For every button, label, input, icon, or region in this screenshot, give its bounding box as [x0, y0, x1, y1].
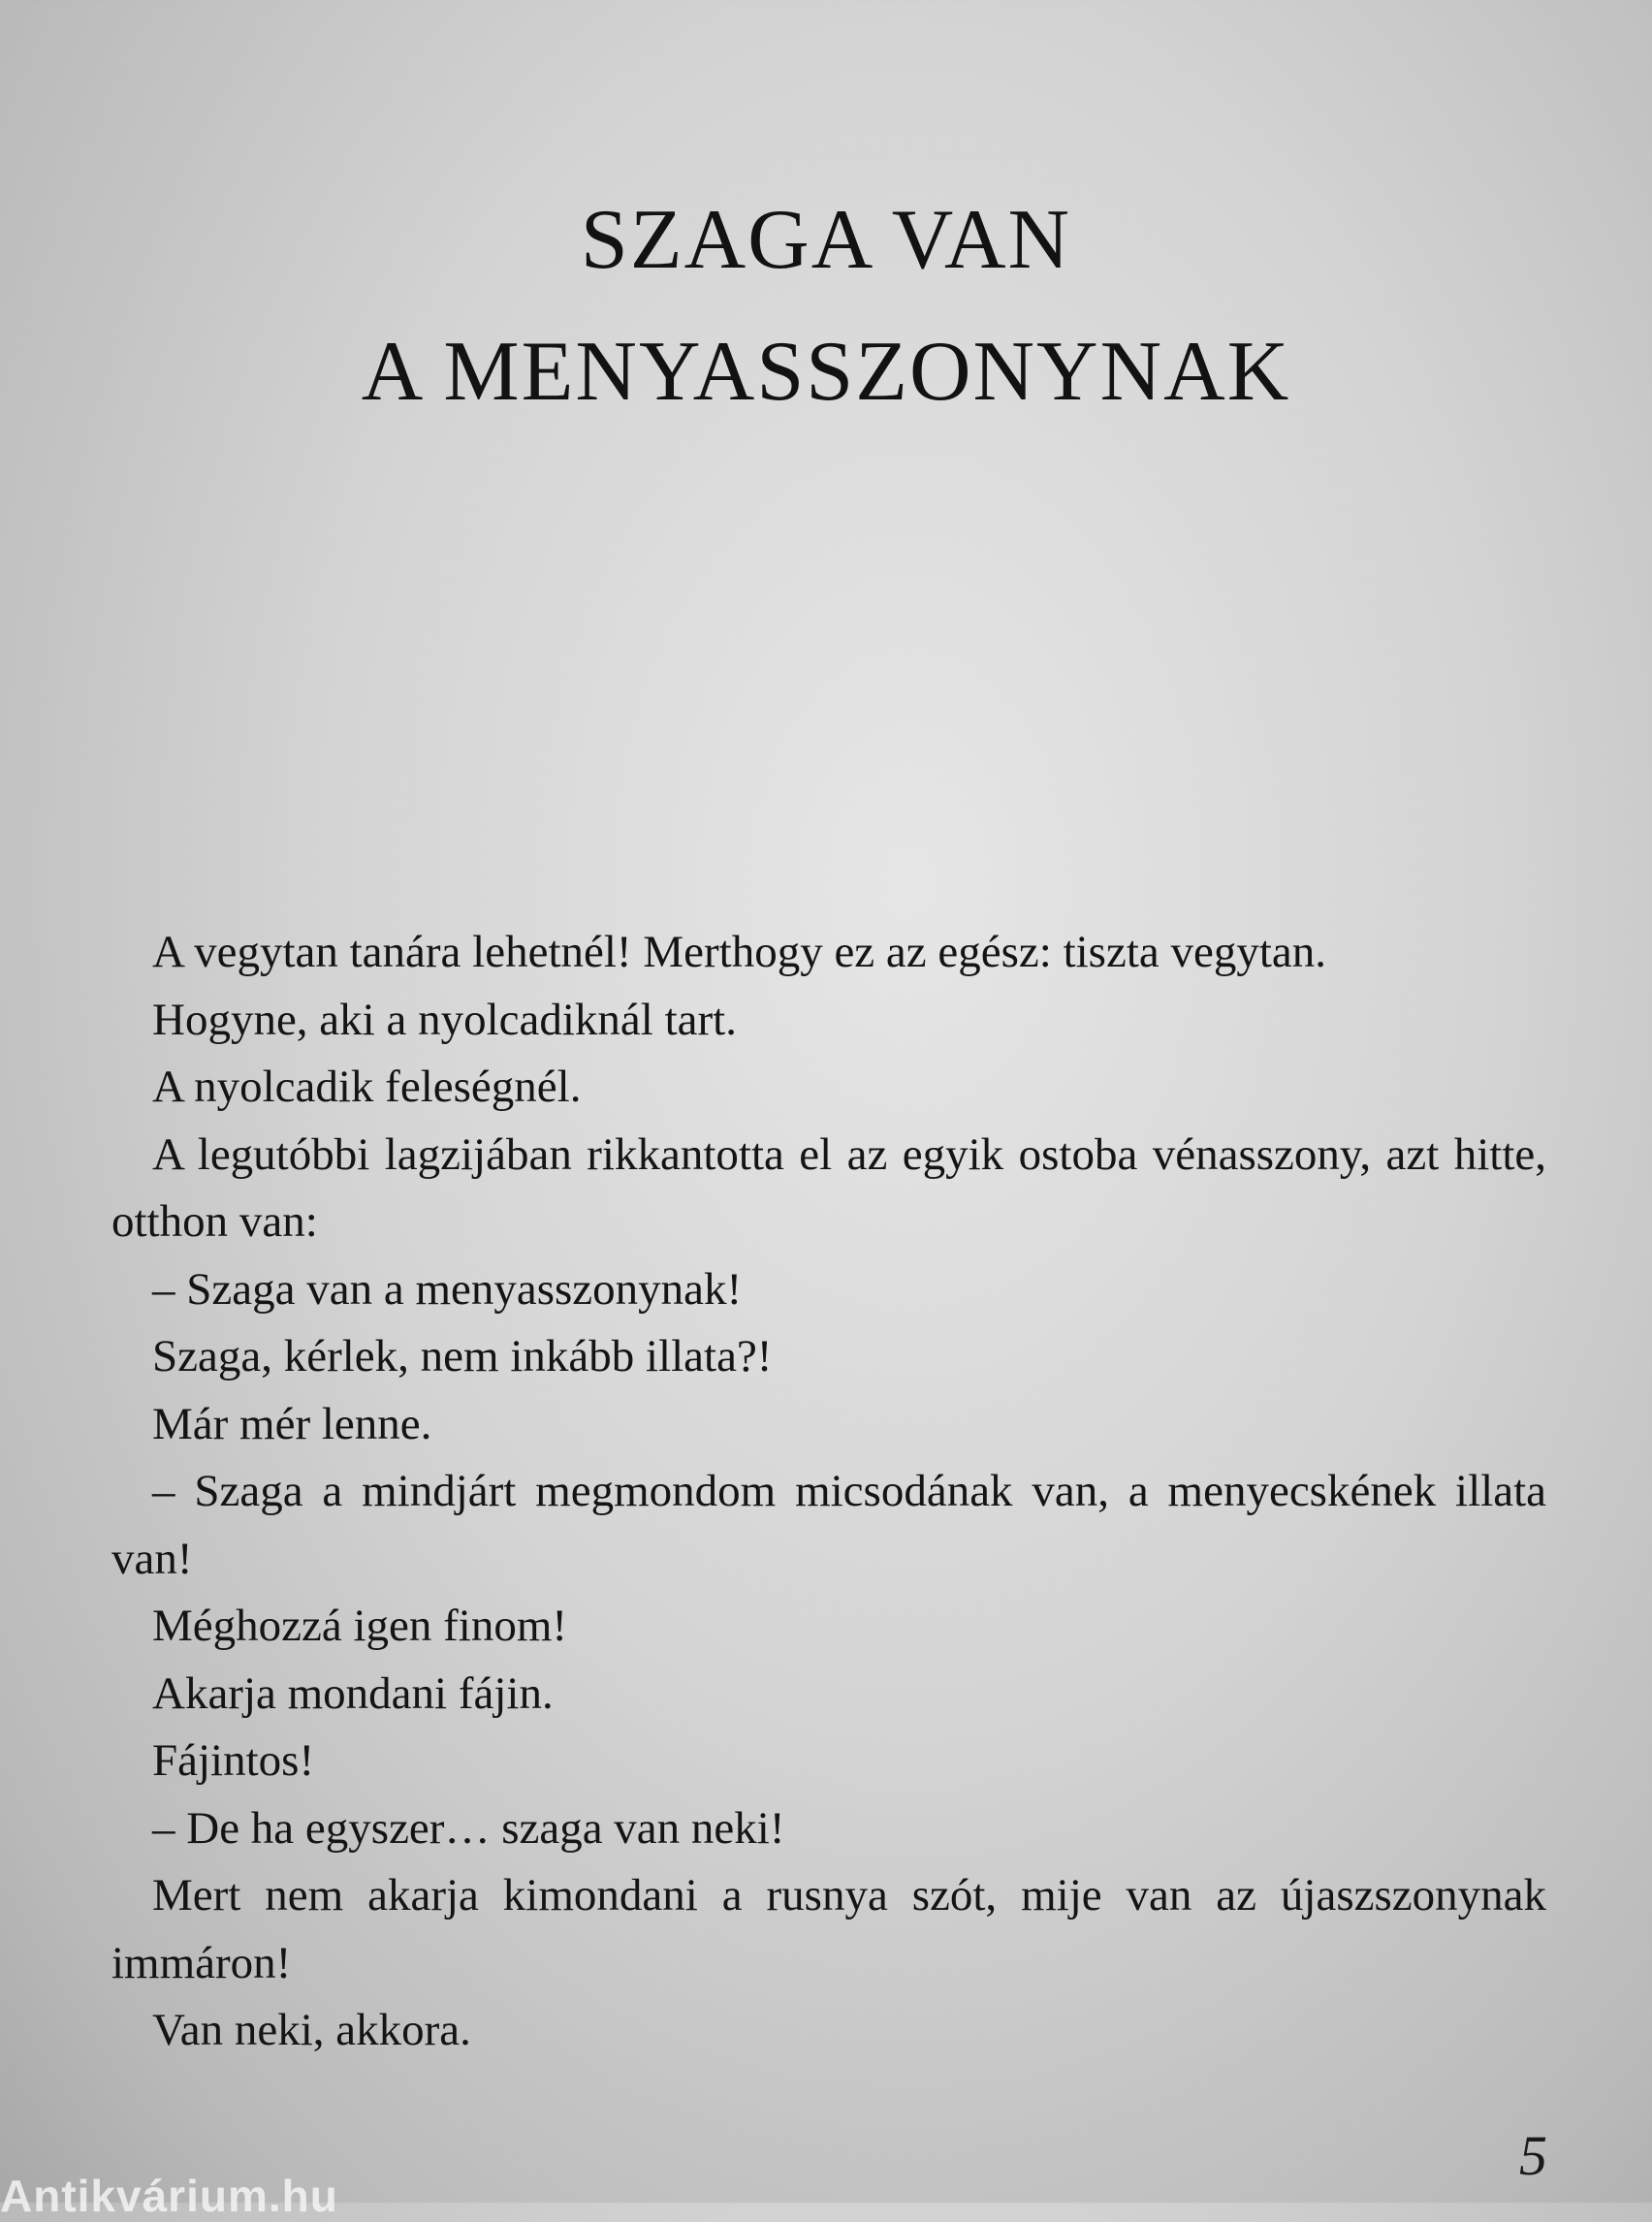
watermark: Antikvárium.hu [0, 2171, 338, 2221]
paragraph: Hogyne, aki a nyolcadiknál tart. [152, 994, 737, 1045]
paragraph: Szaga, kérlek, nem inkább illata?! [152, 1331, 773, 1381]
paragraph: A vegytan tanára lehetnél! Merthogy ez az egész: tiszta vegytan. [152, 927, 1327, 977]
page-number: 5 [1519, 2124, 1547, 2187]
paragraph: Méghozzá igen finom! [152, 1601, 568, 1651]
paragraph: A legutóbbi lagzijában rikkantotta el az egyik ostoba vénasszony, azt hitte, otthon van: [111, 1128, 1546, 1247]
paragraph: Már mér lenne. [152, 1398, 432, 1449]
paragraph: A nyolcadik feleségnél. [152, 1062, 582, 1112]
chapter-title-line-2: A MENYASSZONYNAK [361, 325, 1291, 419]
chapter-title [0, 175, 1652, 438]
paragraph: Fájintos! [152, 1735, 315, 1786]
paragraph: Mert nem akarja kimondani a rusnya szót, mije van az újaszszonynak immáron! [111, 1870, 1546, 1988]
paragraph: Van neki, akkora. [152, 2005, 471, 2055]
body-text [111, 919, 1546, 2065]
paragraph: – Szaga a mindjárt megmondom micsodának van, a menyecskének illata van! [111, 1466, 1546, 1584]
chapter-title-line-1: SZAGA VAN [580, 193, 1072, 287]
paragraph: Akarja mondani fájin. [152, 1667, 554, 1719]
paragraph: – Szaga van a menyasszonynak! [152, 1263, 743, 1315]
paragraph: – De ha egyszer… szaga van neki! [152, 1802, 785, 1854]
